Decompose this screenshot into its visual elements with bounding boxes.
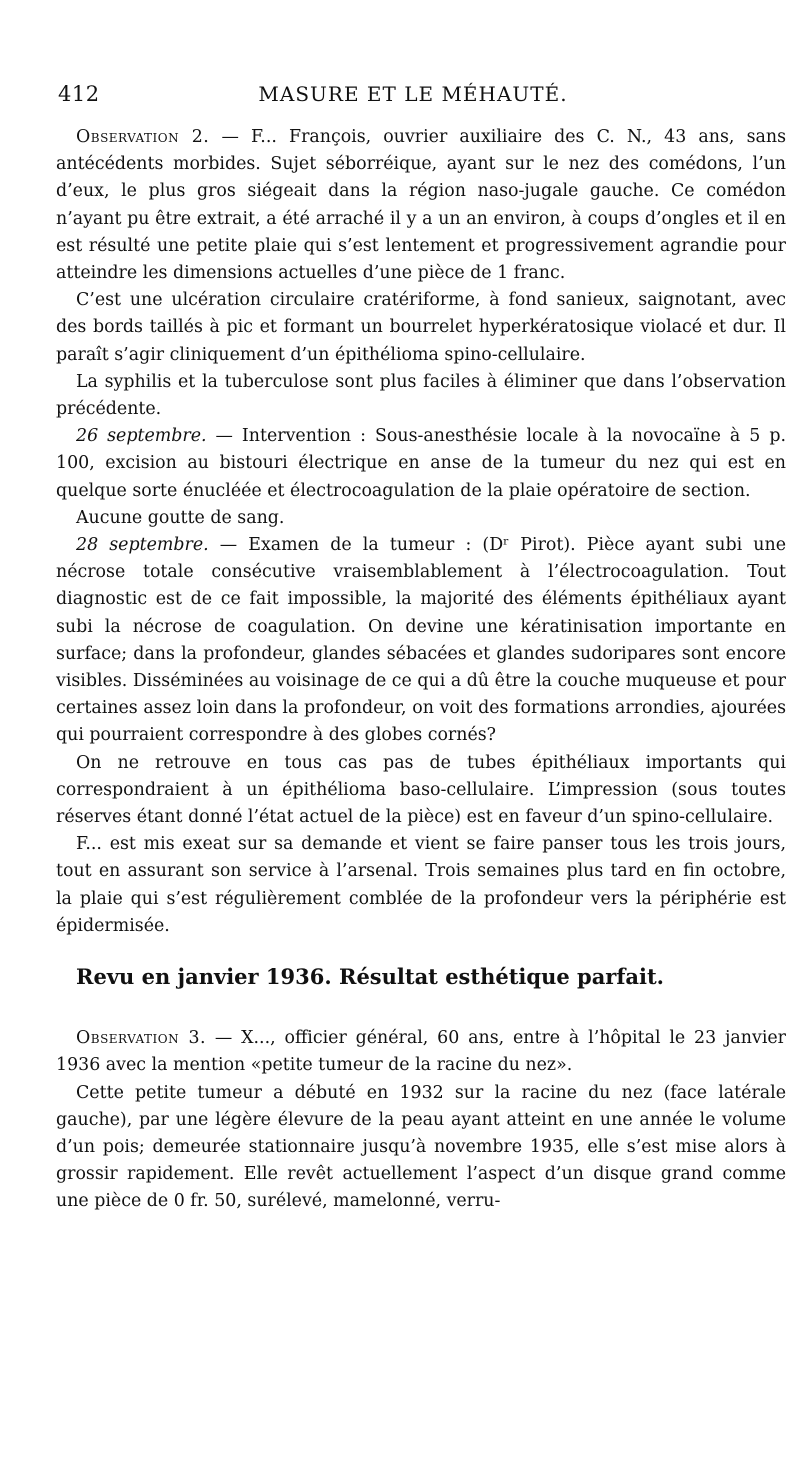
observation-2-paragraph: La syphilis et la tuberculose sont plus faciles à éliminer que dans l’observation précédente. xyxy=(56,371,786,420)
examen-text: — Examen de la tumeur : (Dʳ Pirot). Pièce ayant subi une nécrose totale consécutive vraisemblablement à l’électrocoagulation. Tout diagnostic est de ce fait impossible, la majorité des éléments épithéliaux ayant subi la nécrose de coagulation. On devine une kératinisation importante en surface; dans la profondeur, glandes sébacées et glandes sudoripares sont encore visibles. Disséminées au voisinage de ce qui a dû être la couche muqueuse et pour certaines assez loin dans la profondeur, on voit des formations arrondies, ajourées qui pourraient correspondre à des globes cornés? xyxy=(56,535,786,746)
observation-2-label: Observation 2. xyxy=(76,127,210,147)
observation-2-paragraph: On ne retrouve en tous cas pas de tubes épithéliaux importants qui correspondraient à un épithélioma baso-cellulaire. L’impression (sous toutes réserves étant donné l’état actuel de la pièce) est en faveur d’un spino-cellulaire. xyxy=(56,752,786,828)
observation-3-intro-text: — X..., officier général, 60 ans, entre à l’hôpital le 23 janvier 1936 avec la mention «petite tumeur de la racine du nez». xyxy=(56,1028,786,1076)
result-line: Revu en janvier 1936. Résultat esthétique parfait. xyxy=(76,964,664,990)
observation-2-examen xyxy=(56,532,786,750)
body-text xyxy=(56,124,786,1216)
date-28-septembre: 28 septembre. xyxy=(76,535,209,556)
observation-2-intervention xyxy=(56,423,786,505)
page-number: 412 xyxy=(58,82,100,106)
observation-3-label: Observation 3. xyxy=(76,1028,207,1049)
running-title: MASURE ET LE MÉHAUTÉ. xyxy=(258,82,568,106)
observation-2-paragraph: C’est une ulcération circulaire cratériforme, à fond sanieux, saignotant, avec des bords taillés à pic et formant un bourrelet hyperkératosique violacé et dur. Il paraît s’agir cliniquement d’un épithélioma spino-cellulaire. xyxy=(56,290,786,365)
observation-3-paragraph: Cette petite tumeur a débuté en 1932 sur la racine du nez (face latérale gauche), par une légère élevure de la peau ayant atteint en une année le volume d’un pois; demeurée stationnaire jusqu’à novembre 1935, elle s’est mise alors à grossir rapidement. Elle revêt actuellement l’aspect d’un disque grand comme une pièce de 0 fr. 50, surélevé, mamelonné, verru- xyxy=(56,1082,786,1212)
observation-3-intro xyxy=(56,1025,786,1079)
intervention-text: — Intervention : Sous-anesthésie locale à la novocaïne à 5 p. 100, excision au bistouri électrique en anse de la tumeur du nez qui est en quelque sorte énucléée et électrocoagulation de la plaie opératoire de section. xyxy=(56,426,787,501)
observation-2-intro-text: — F... François, ouvrier auxiliaire des C. N., 43 ans, sans antécédents morbides. Sujet séborréique, ayant sur le nez des comédons, l’un d’eux, le plus gros siégeait dans la région naso-jugale gauche. Ce comédon n’ayant pu être extrait, a été arraché il y a un an environ, à coups d’ongles et il en est résulté une petite plaie qui s’est lentement et progressivement agrandie pour atteindre les dimensions actuelles d’une pièce de 1 franc. xyxy=(56,127,786,284)
date-26-septembre: 26 septembre. xyxy=(76,426,207,447)
page-header xyxy=(58,82,768,112)
observation-2-paragraph: Aucune goutte de sang. xyxy=(76,507,285,528)
observation-2-intro xyxy=(56,124,786,287)
observation-2-paragraph: F... est mis exeat sur sa demande et vient se faire panser tous les trois jours, tout en assurant son service à l’arsenal. Trois semaines plus tard en fin octobre, la plaie qui s’est régulièrement comblée de la profondeur vers la périphérie est épidermisée. xyxy=(56,834,786,936)
